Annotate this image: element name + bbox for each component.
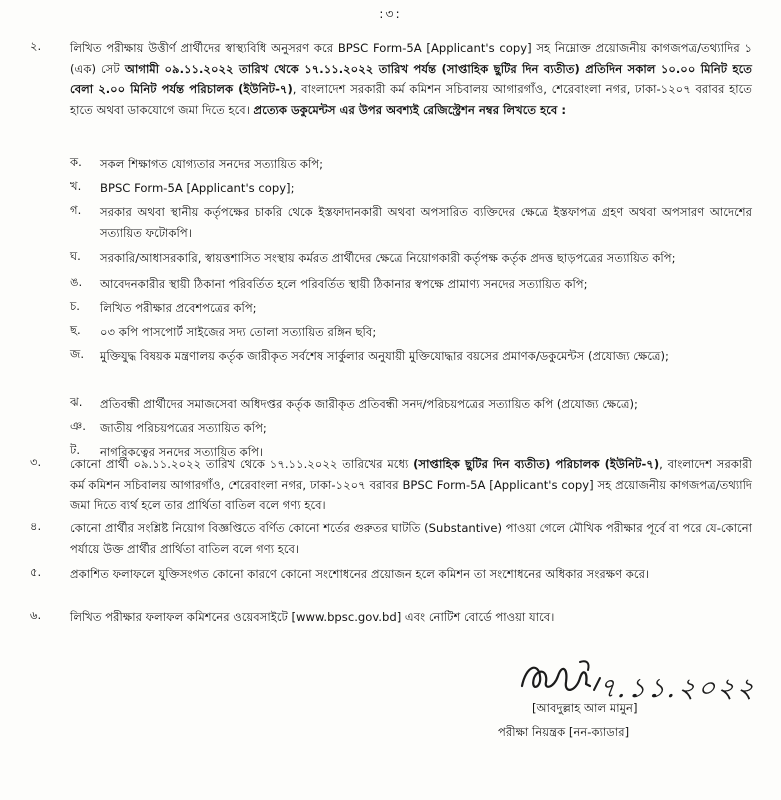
signature-date: ৭.১১.২০২২ — [596, 673, 759, 704]
checklist-mark: ঞ. — [70, 419, 86, 433]
page-number: :৩: — [379, 6, 402, 21]
item-text-part: , বাংলাদেশ সরকারী কর্ম কমিশন সচিবালয় আগারগাঁও, শেরেবাংলা নগর, ঢাকা-১২০৭ বরাবর BPSC Form-5A [Applicant's copy] সহ প্রয়োজনীয় কাগজপত্র/তথ্যাদি জমা দিতে ব্যর্থ হলে তার প্রার্থিতা বাতিল বলে গণ্য হবে। — [70, 457, 752, 512]
checklist-mark: জ. — [70, 347, 85, 361]
checklist-mark: খ. — [70, 179, 82, 193]
checklist-text: নাগরিকত্বের সনদের সত্যায়িত কপি। — [100, 445, 264, 459]
checklist-mark: ঝ. — [70, 395, 83, 409]
checklist-mark: ছ. — [70, 323, 81, 337]
item-text-bold: (সাপ্তাহিক ছুটির দিন ব্যতীত) পরিচালক (ইউনিট-৭) — [413, 457, 660, 471]
checklist-text: সকল শিক্ষাগত যোগ্যতার সনদের সত্যায়িত কপি; — [100, 157, 324, 171]
item-number: ৪. — [30, 519, 42, 533]
checklist-text: সরকার অথবা স্থানীয় কর্তৃপক্ষের চাকরি থেকে ইস্তফাদানকারী অথবা অপসারিত ব্যক্তিদের ক্ষেত্রে ইস্তফাপত্র গ্রহণ অথবা অপসারণ আদেশের সত্যায়িত ফটোকপি। — [100, 205, 752, 240]
item-text-bold: প্রত্যেক ডকুমেন্টস এর উপর অবশ্যই রেজিস্ট্রেশন নম্বর লিখতে হবে : — [253, 102, 566, 117]
checklist-text: সরকারি/আধাসরকারি, স্বায়ত্তশাসিত সংস্থায় কর্মরত প্রার্থীদের ক্ষেত্রে নিয়োগকারী কর্তৃপক্ষ কর্তৃক প্রদত্ত ছাড়পত্রের সত্যায়িত কপি; — [100, 251, 676, 265]
checklist-mark: ঘ. — [70, 249, 81, 263]
checklist-text: আবেদনকারীর স্থায়ী ঠিকানা পরিবর্তিত হলে পরিবর্তিত স্থায়ী ঠিকানার স্বপক্ষে প্রামাণ্য সনদের সত্যায়িত কপি; — [100, 277, 588, 291]
checklist-text: BPSC Form-5A [Applicant's copy]; — [100, 181, 295, 195]
item-text-part: লিখিত পরীক্ষায় উত্তীর্ণ প্রার্থীদের স্বাস্থ্যবিধি অনুসরণ করে BPSC Form-5A [Applicant's copy] সহ নিম্নোক্ত প্রয়োজনীয় কাগজপত্র/তথ্যাদির ১ (এক) সেট — [70, 41, 752, 76]
signer-designation: পরীক্ষা নিয়ন্ত্রক [নন-ক্যাডার] — [498, 725, 630, 739]
item-number: ৫. — [30, 565, 42, 579]
checklist-text: প্রতিবন্ধী প্রার্থীদের সমাজসেবা অধিদপ্তর কর্তৃক জারীকৃত প্রতিবন্ধী সনদ/পরিচয়পত্রের সত্যায়িত কপি (প্রযোজ্য ক্ষেত্রে); — [100, 397, 638, 411]
item-number: ৬. — [30, 608, 42, 622]
checklist-mark: গ. — [70, 203, 82, 217]
item-text — [70, 38, 752, 142]
item-text: প্রকাশিত ফলাফলে যুক্তিসংগত কোনো কারণে কোনো সংশোধনের প্রয়োজন হলে কমিশন তা সংশোধনের অধিকার সংরক্ষণ করে। — [70, 567, 650, 581]
checklist-mark: ক. — [70, 155, 82, 169]
signature-block — [430, 648, 760, 798]
item-text: কোনো প্রার্থীর সংশ্লিষ্ট নিয়োগ বিজ্ঞপ্তিতে বর্ণিত কোনো শর্তের গুরুতর ঘাটতি (Substantive) পাওয়া গেলে মৌখিক পরীক্ষার পূর্বে বা পরে যে-কোনো পর্যায়ে উক্ত প্রার্থীর প্রার্থিতা বাতিল বলে গণ্য হবে। — [70, 521, 752, 556]
checklist-mark: ট. — [70, 443, 81, 457]
item-text-bold: আগামী ০৯.১১.২০২২ তারিখ থেকে ১৭.১১.২০২২ তারিখ পর্যন্ত (সাপ্তাহিক ছুটির দিন ব্যতীত) প্রতিদিন সকাল ১০.০০ মিনিট হতে বেলা ২.০০ মিনিট পর্যন্ত পরিচালক (ইউনিট-৭) — [70, 61, 752, 96]
item-text — [70, 454, 752, 516]
checklist-mark: ঙ. — [70, 275, 83, 289]
item-text-part: কোনো প্রার্থী ০৯.১১.২০২২ তারিখ থেকে ১৭.১১.২০২২ তারিখের মধ্যে — [70, 457, 414, 471]
item-number: ২. — [30, 39, 42, 53]
signer-name: [আবদুল্লাহ আল মামুন] — [532, 701, 638, 715]
checklist-text: লিখিত পরীক্ষার প্রবেশপত্রের কপি; — [100, 301, 257, 315]
checklist-text: জাতীয় পরিচয়পত্রের সত্যায়িত কপি; — [100, 421, 267, 435]
item-number: ৩. — [30, 455, 42, 469]
checklist-text: মুক্তিযুদ্ধ বিষয়ক মন্ত্রণালয় কর্তৃক জারীকৃত সর্বশেষ সার্কুলার অনুযায়ী মুক্তিযোদ্ধার বয়সের প্রমাণক/ডকুমেন্টস (প্রযোজ্য ক্ষেত্রে); — [100, 349, 669, 363]
item-text: লিখিত পরীক্ষার ফলাফল কমিশনের ওয়েবসাইটে [www.bpsc.gov.bd] এবং নোটিশ বোর্ডে পাওয়া যাবে। — [70, 610, 555, 624]
checklist-mark: চ. — [70, 299, 80, 313]
checklist-text: ০৩ কপি পাসপোর্ট সাইজের সদ্য তোলা সত্যায়িত রঙ্গিন ছবি; — [100, 325, 377, 339]
item-text-part: , বাংলাদেশ সরকারী কর্ম কমিশন সচিবালয় আগারগাঁও, শেরেবাংলা নগর, ঢাকা-১২০৭ বরাবর হাতে হাতে অথবা ডাকযোগে জমা দিতে হবে। — [70, 82, 752, 117]
